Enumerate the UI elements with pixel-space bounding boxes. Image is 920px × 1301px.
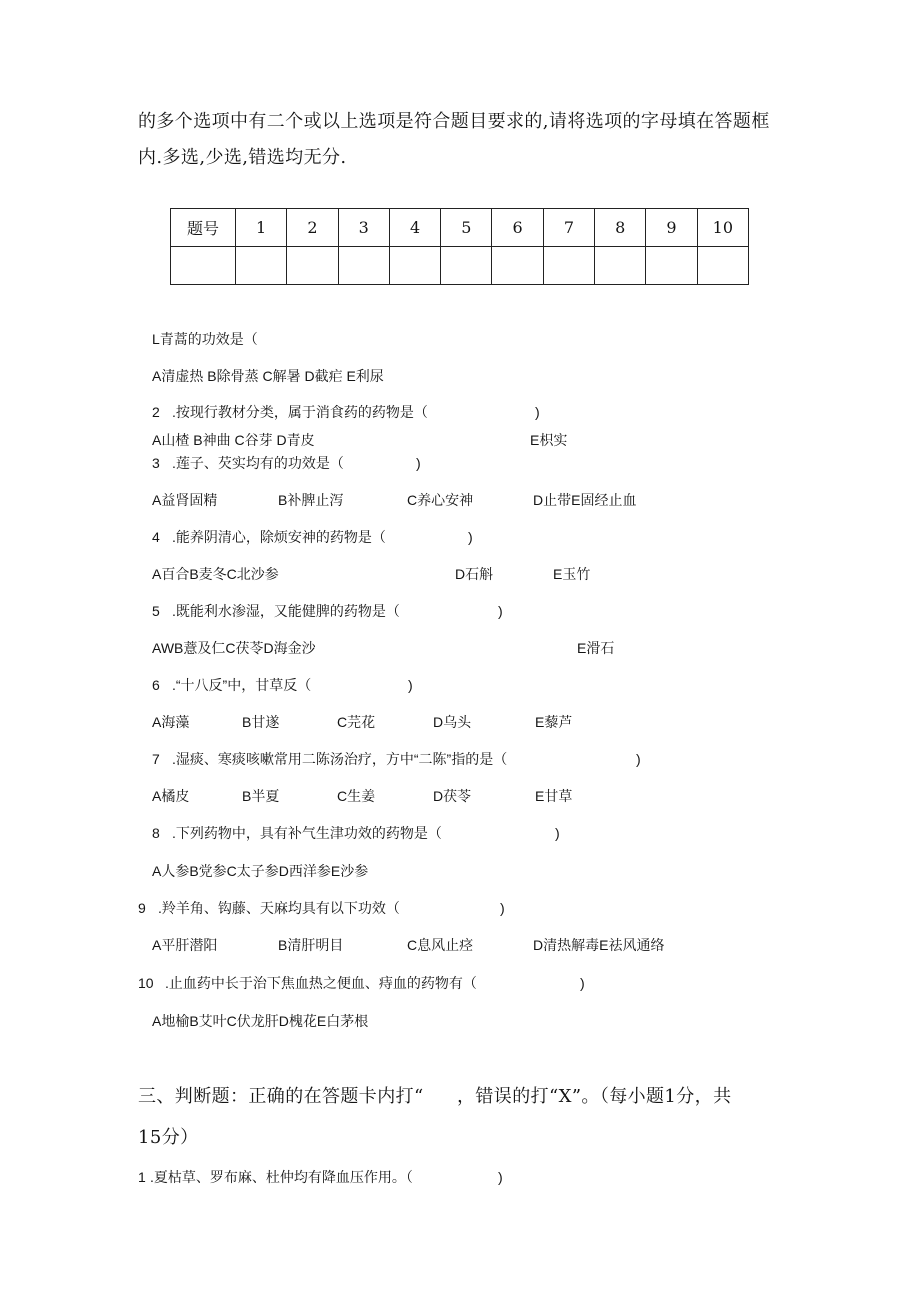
- answer-cell: [646, 247, 697, 285]
- question-2-option: E枳实: [530, 432, 568, 448]
- question-7-option: D茯苓: [433, 788, 472, 804]
- question-8-stem: .下列药物中，具有补气生津功效的药物是（: [172, 825, 442, 841]
- question-6-option: D乌头: [433, 714, 472, 730]
- question-8-options: A人参B党参C太子参D西洋参E沙参: [152, 863, 369, 879]
- question-7-option: B半夏: [242, 788, 280, 804]
- question-7-number: 7: [152, 751, 160, 767]
- question-9-option: B清肝明目: [278, 937, 344, 953]
- question-5-option: E滑石: [577, 640, 615, 656]
- answer-cell: [338, 247, 389, 285]
- answer-table-number: 2: [287, 209, 338, 247]
- question-8-number: 8: [152, 825, 160, 841]
- section-heading-line-2: 15分）: [138, 1127, 199, 1148]
- question-3-option: C养心安神: [407, 492, 474, 508]
- answer-cell: [595, 247, 646, 285]
- question-6-option: C芫花: [337, 714, 376, 730]
- question-4-close-paren: ): [468, 529, 473, 545]
- question-4-number: 4: [152, 529, 160, 545]
- question-2-option: A山楂 B神曲 C谷芽 D青皮: [152, 432, 315, 448]
- section-heading-part-1: 三、判断题：正确的在答题卡内打“: [138, 1086, 424, 1107]
- question-5-option: AWB薏及仁C茯苓D海金沙: [152, 640, 316, 656]
- answer-cell: [492, 247, 543, 285]
- judgement-1-number: 1: [138, 1169, 146, 1185]
- question-5-number: 5: [152, 603, 160, 619]
- question-9-number: 9: [138, 900, 146, 916]
- answer-cell: [171, 247, 236, 285]
- question-9-option: A平肝潜阳: [152, 937, 218, 953]
- question-10-options: A地榆B艾叶C伏龙肝D槐花E白茅根: [152, 1013, 369, 1029]
- question-9-close-paren: ): [500, 900, 505, 916]
- question-10-stem: .止血药中长于治下焦血热之便血、痔血的药物有（: [165, 975, 477, 991]
- answer-table-header-row: [171, 209, 749, 247]
- question-4-option: D石斛: [455, 566, 494, 582]
- instruction-line-1: 的多个选项中有二个或以上选项是符合题目要求的,请将选项的字母填在答题框: [138, 111, 770, 132]
- question-7-option: C生姜: [337, 788, 376, 804]
- question-7-stem: .湿痰、寒痰咳嗽常用二陈汤治疗，方中“二陈”指的是（: [172, 751, 508, 767]
- question-10-number: 10: [138, 975, 154, 991]
- answer-cell: [287, 247, 338, 285]
- answer-table-number: 1: [236, 209, 287, 247]
- question-6-option: B甘遂: [242, 714, 280, 730]
- question-4-stem: .能养阴清心，除烦安神的药物是（: [172, 529, 386, 545]
- judgement-1-stem: .夏枯草、罗布麻、杜仲均有降血压作用。（: [150, 1169, 413, 1185]
- question-5-close-paren: ): [498, 603, 503, 619]
- question-5-stem: .既能利水渗湿，又能健脾的药物是（: [172, 603, 400, 619]
- answer-table-number: 3: [338, 209, 389, 247]
- question-7-option: E甘草: [535, 788, 573, 804]
- answer-cell: [236, 247, 287, 285]
- question-4-option: E玉竹: [553, 566, 591, 582]
- answer-cell: [389, 247, 440, 285]
- question-2-number: 2: [152, 404, 160, 420]
- question-9-stem: .羚羊角、钩藤、天麻均具有以下功效（: [158, 900, 400, 916]
- question-6-option: A海藻: [152, 714, 190, 730]
- question-3-option: D止带E固经止血: [533, 492, 637, 508]
- question-9-option: C息风止痉: [407, 937, 474, 953]
- question-7-close-paren: ): [636, 751, 641, 767]
- question-1-stem: L青蒿的功效是（: [152, 331, 258, 347]
- question-3-stem: .莲子、芡实均有的功效是（: [172, 455, 344, 471]
- answer-table-number: 9: [646, 209, 697, 247]
- answer-cell: [697, 247, 748, 285]
- question-8-close-paren: ): [555, 825, 560, 841]
- question-1-options: A清虚热 B除骨蒸 C解暑 D截疟 E利尿: [152, 368, 384, 384]
- answer-cell: [441, 247, 492, 285]
- question-3-number: 3: [152, 455, 160, 471]
- question-3-option: A益肾固精: [152, 492, 218, 508]
- question-10-close-paren: ): [580, 975, 585, 991]
- answer-table-number: 4: [389, 209, 440, 247]
- question-7-option: A橘皮: [152, 788, 190, 804]
- question-9-option: D清热解毒E祛风通络: [533, 937, 665, 953]
- question-4-option: A百合B麦冬C北沙参: [152, 566, 279, 582]
- answer-table-label: 题号: [171, 209, 236, 247]
- instruction-line-2: 内.多选,少选,错选均无分.: [138, 147, 347, 168]
- question-2-stem: .按现行教材分类，属于消食药的药物是（: [172, 404, 428, 420]
- answer-table-number: 8: [595, 209, 646, 247]
- section-heading-part-2: ，错误的打“X”。（每小题1分，共: [457, 1086, 732, 1107]
- question-6-option: E藜芦: [535, 714, 573, 730]
- answer-table-answer-row: [171, 247, 749, 285]
- answer-table-number: 5: [441, 209, 492, 247]
- question-6-number: 6: [152, 677, 160, 693]
- judgement-1-close-paren: ): [498, 1169, 503, 1185]
- answer-table-number: 10: [697, 209, 748, 247]
- answer-table-number: 6: [492, 209, 543, 247]
- question-6-close-paren: ): [408, 677, 413, 693]
- question-3-close-paren: ): [416, 455, 421, 471]
- answer-cell: [543, 247, 594, 285]
- question-6-stem: .“十八反”中，甘草反（: [172, 677, 312, 693]
- answer-table: [170, 208, 749, 285]
- question-2-close-paren: ): [535, 404, 540, 420]
- answer-table-number: 7: [543, 209, 594, 247]
- question-3-option: B补脾止泻: [278, 492, 344, 508]
